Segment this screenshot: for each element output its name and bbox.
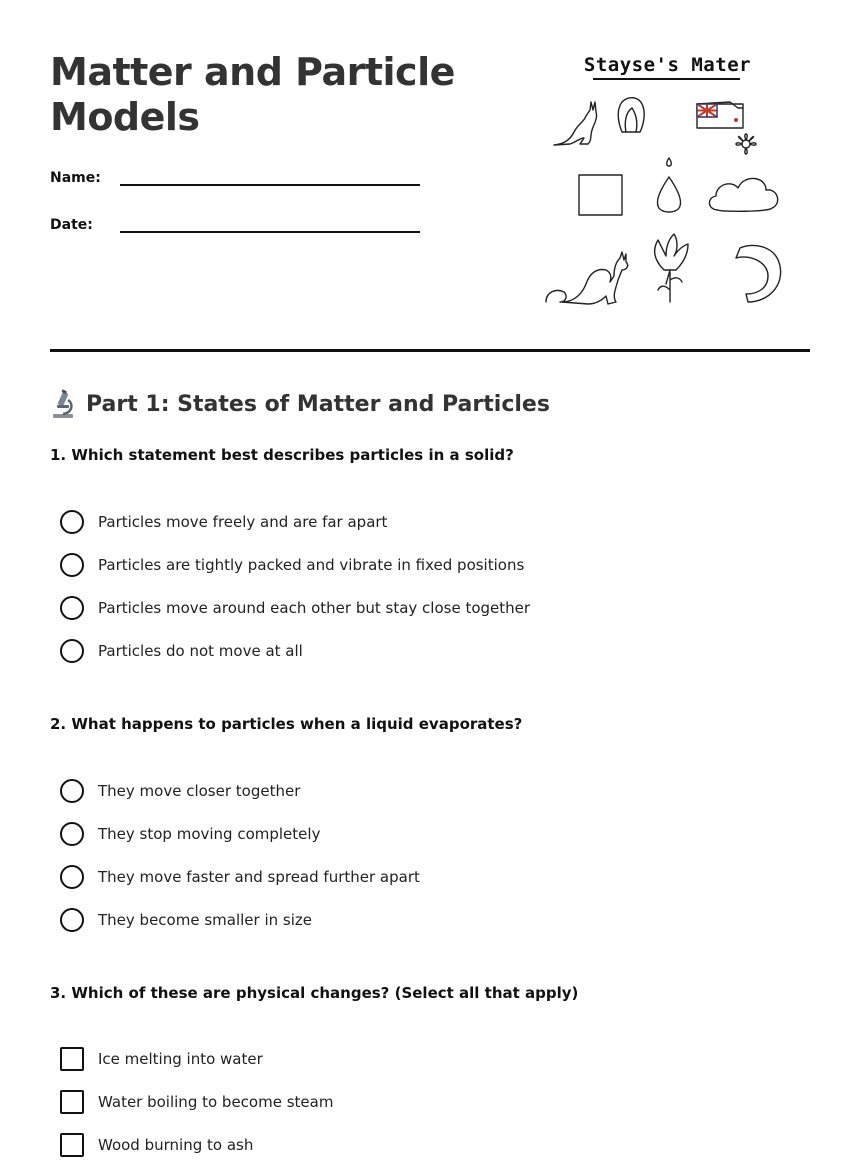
radio-button[interactable]: [60, 553, 84, 577]
q1-option-1[interactable]: [60, 509, 387, 535]
q3-option-1[interactable]: [60, 1046, 263, 1072]
radio-button[interactable]: [60, 822, 84, 846]
header-divider: [50, 349, 810, 352]
flower-icon: [736, 134, 756, 154]
drop-icon: [657, 177, 680, 212]
option-label: Particles move freely and are far apart: [98, 513, 388, 531]
checkbox[interactable]: [60, 1047, 84, 1071]
kangaroo-icon: [546, 252, 628, 304]
radio-button[interactable]: [60, 639, 84, 663]
brand-illustrations: [540, 40, 790, 320]
radio-button[interactable]: [60, 908, 84, 932]
name-input-line[interactable]: [120, 166, 420, 186]
checkbox[interactable]: [60, 1133, 84, 1157]
name-label: Name:: [50, 170, 101, 186]
part1-header: [50, 389, 550, 419]
kangaroo-icon: [554, 102, 597, 145]
date-field: [50, 213, 420, 233]
name-field: [50, 166, 420, 186]
cloud-icon: [709, 178, 777, 211]
option-label: They stop moving completely: [98, 825, 321, 843]
q3-option-2[interactable]: [60, 1089, 333, 1115]
brand-logo: [540, 40, 790, 320]
q3-option-3[interactable]: [60, 1132, 253, 1158]
square-icon: [579, 175, 622, 215]
radio-button[interactable]: [60, 596, 84, 620]
q2-option-4[interactable]: [60, 907, 312, 933]
option-label: Water boiling to become steam: [98, 1093, 334, 1111]
horseshoe-icon: [736, 245, 781, 302]
question-3: 3. Which of these are physical changes? (Select all that apply): [50, 984, 579, 1002]
option-label: Ice melting into water: [98, 1050, 263, 1068]
q1-option-2[interactable]: [60, 552, 524, 578]
q2-option-1[interactable]: [60, 778, 300, 804]
option-label: They move closer together: [98, 782, 301, 800]
date-label: Date:: [50, 217, 93, 233]
option-label: They move faster and spread further apart: [98, 868, 420, 886]
option-label: Particles move around each other but stay close together: [98, 599, 531, 617]
option-label: Particles do not move at all: [98, 642, 303, 660]
checkbox[interactable]: [60, 1090, 84, 1114]
droplet-icon: [667, 158, 672, 166]
protea-icon: [655, 234, 688, 302]
hair-icon: [618, 98, 644, 132]
q2-option-2[interactable]: [60, 821, 320, 847]
option-label: Particles are tightly packed and vibrate in fixed positions: [98, 556, 525, 574]
q1-option-3[interactable]: [60, 595, 530, 621]
question-2: 2. What happens to particles when a liquid evaporates?: [50, 715, 523, 733]
radio-button[interactable]: [60, 779, 84, 803]
q1-option-4[interactable]: [60, 638, 303, 664]
brand-title: Stayse's Mater: [583, 54, 752, 76]
question-1: 1. Which statement best describes particles in a solid?: [50, 446, 514, 464]
q2-option-3[interactable]: [60, 864, 420, 890]
radio-button[interactable]: [60, 865, 84, 889]
part1-title: Part 1: States of Matter and Particles: [86, 391, 550, 417]
flag-box-icon: [697, 102, 743, 128]
microscope-icon: [50, 389, 76, 419]
worksheet-title: Matter and Particle Models: [50, 50, 455, 139]
option-label: They become smaller in size: [98, 911, 312, 929]
radio-button[interactable]: [60, 510, 84, 534]
option-label: Wood burning to ash: [98, 1136, 254, 1154]
date-input-line[interactable]: [120, 213, 420, 233]
